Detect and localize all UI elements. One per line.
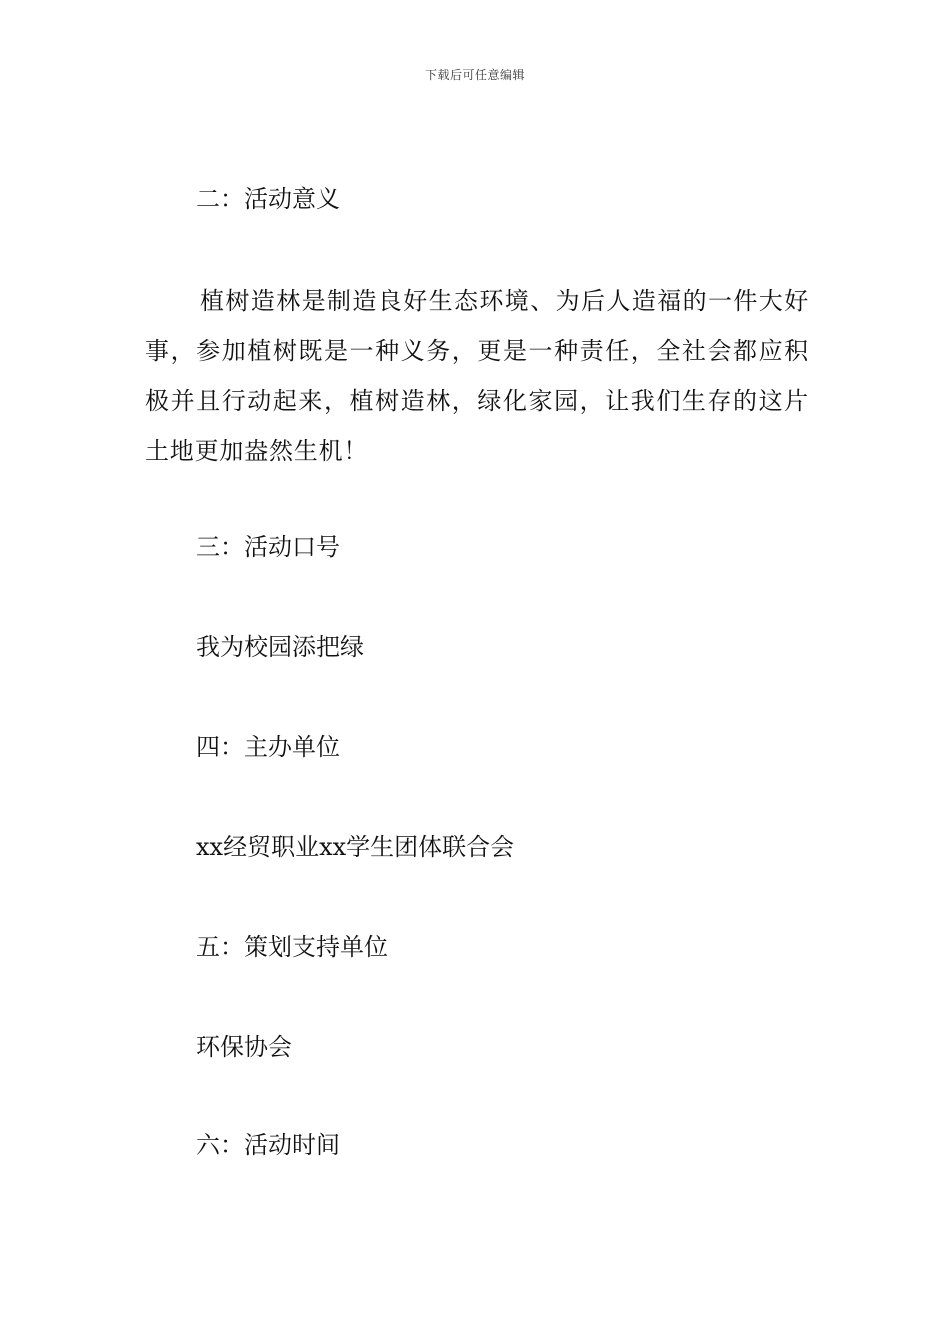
page-header-note: 下载后可任意编辑 xyxy=(424,68,525,82)
support-text: 环保协会 xyxy=(196,1033,292,1061)
slogan-text: 我为校园添把绿 xyxy=(196,633,364,661)
section-heading-time: 六：活动时间 xyxy=(196,1131,340,1159)
section-heading-slogan: 三：活动口号 xyxy=(196,533,340,561)
section-heading-significance: 二：活动意义 xyxy=(196,185,340,213)
section-heading-organizer: 四：主办单位 xyxy=(196,733,340,761)
significance-paragraph: 植树造林是制造良好生态环境、为后人造福的一件大好事，参加植树既是一种义务，更是一种责任，全社会都应积极并且行动起来，植树造林，绿化家园，让我们生存的这片土地更加盎然生机！ xyxy=(145,287,809,465)
organizer-text: xx经贸职业xx学生团体联合会 xyxy=(196,833,515,861)
section-heading-support: 五：策划支持单位 xyxy=(196,933,388,961)
